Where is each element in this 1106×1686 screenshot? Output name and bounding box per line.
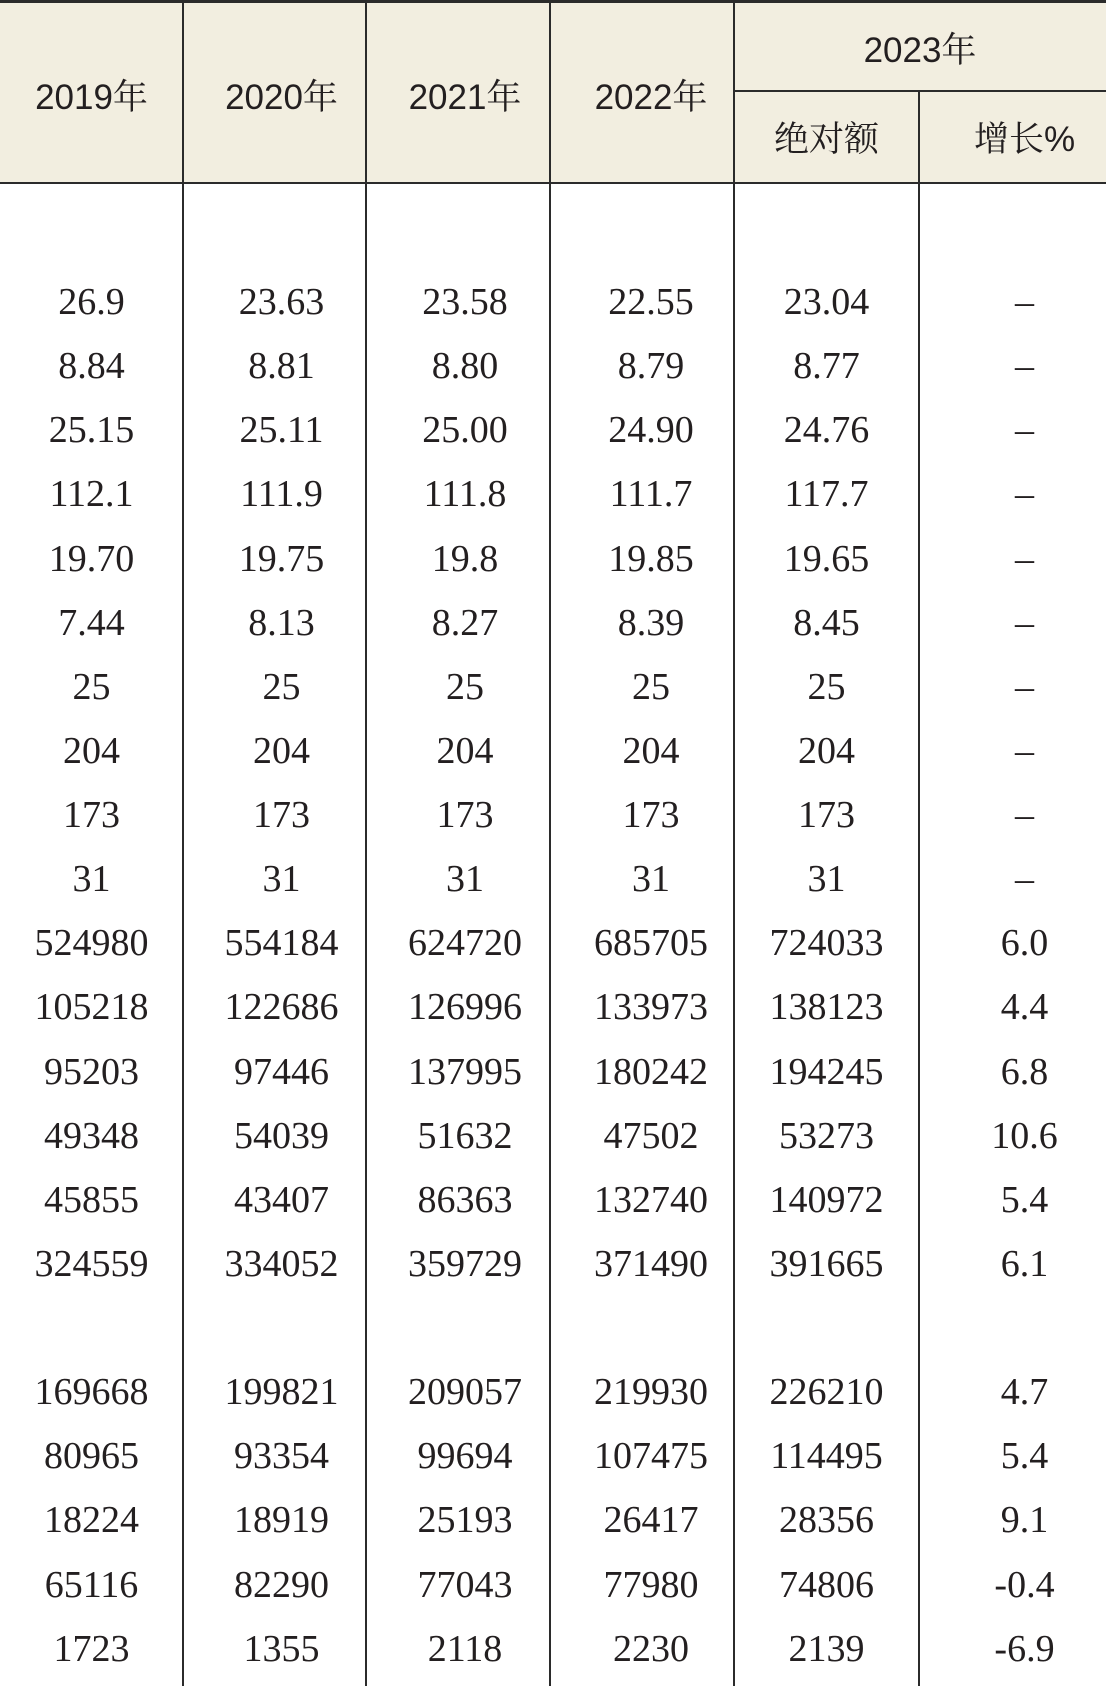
year-2022-cell: 371490	[594, 1242, 708, 1285]
table-row	[0, 462, 1106, 526]
year-2023-growth-cell: –	[1015, 858, 1034, 901]
year-2020-cell: 173	[253, 794, 310, 837]
year-2021-cell: 51632	[417, 1114, 513, 1157]
year-2019-cell: 7.44	[58, 601, 125, 644]
year-2023-absolute-cell: 2139	[788, 1627, 865, 1670]
year-2023-growth-cell: –	[1015, 794, 1034, 837]
year-2021-cell: 77043	[417, 1563, 513, 1606]
year-2019-cell: 25	[72, 665, 111, 708]
header-year-2023: 2023年	[863, 31, 977, 70]
year-2022-cell: 8.79	[617, 345, 685, 388]
year-2023-growth-cell: 5.4	[1000, 1435, 1049, 1478]
year-2021-cell: 8.27	[431, 601, 499, 644]
year-2023-growth-cell: 5.4	[1000, 1178, 1049, 1221]
year-2019-cell: 26.9	[58, 281, 125, 324]
table-row	[0, 847, 1106, 911]
year-2022-cell: 25	[632, 665, 670, 708]
year-2022-cell: 77980	[603, 1563, 699, 1606]
year-2022-cell: 31	[632, 858, 670, 901]
year-2023-growth-cell: 6.1	[1000, 1242, 1049, 1285]
year-2023-growth-cell: -6.9	[994, 1627, 1055, 1670]
year-2019-cell: 112.1	[49, 473, 134, 516]
table-row	[0, 1232, 1106, 1296]
year-2023-sub-rule	[734, 90, 1106, 92]
year-2020-cell: 1355	[243, 1627, 320, 1670]
year-2019-cell: 31	[72, 858, 111, 901]
year-2020-cell: 93354	[234, 1435, 329, 1478]
year-2020-cell: 8.81	[248, 345, 315, 388]
year-2023-absolute-cell: 173	[798, 794, 855, 837]
year-2021-cell: 204	[436, 729, 494, 772]
table-row	[0, 1488, 1106, 1552]
table-row	[0, 334, 1106, 398]
year-2022-cell: 133973	[594, 986, 708, 1029]
year-2020-cell: 54039	[234, 1114, 329, 1157]
year-2023-growth-cell: 4.7	[1000, 1371, 1049, 1414]
table-row	[0, 1424, 1106, 1488]
year-2022-cell: 8.39	[617, 601, 685, 644]
year-2021-cell: 137995	[408, 1050, 522, 1093]
table-row	[0, 1168, 1106, 1232]
year-2020-cell: 122686	[224, 986, 339, 1029]
table-body	[0, 270, 1106, 1681]
year-2019-cell: 8.84	[58, 345, 125, 388]
column-divider	[182, 0, 184, 1686]
year-2020-cell: 8.13	[248, 601, 315, 644]
year-2021-cell: 31	[446, 858, 484, 901]
year-2023-growth-cell: –	[1015, 409, 1034, 452]
header-year-2021: 2021年	[408, 78, 522, 117]
year-2019-cell: 65116	[44, 1563, 139, 1606]
year-2020-cell: 199821	[224, 1371, 339, 1414]
column-divider	[918, 91, 920, 1686]
year-2019-cell: 80965	[44, 1435, 139, 1478]
table-row	[0, 1617, 1106, 1681]
year-2022-cell: 111.7	[609, 473, 693, 516]
year-2023-absolute-cell: 724033	[769, 922, 884, 965]
header-year-2022: 2022年	[594, 78, 708, 117]
year-2023-absolute-cell: 117.7	[784, 473, 869, 516]
year-2023-absolute-cell: 19.65	[783, 537, 870, 580]
year-2022-cell: 2230	[613, 1627, 689, 1670]
year-2023-absolute-cell: 226210	[769, 1371, 884, 1414]
table-row	[0, 1104, 1106, 1168]
year-2023-growth-cell: –	[1015, 281, 1034, 324]
year-2022-cell: 219930	[594, 1371, 708, 1414]
year-2020-cell: 25	[262, 665, 301, 708]
table-row	[0, 783, 1106, 847]
year-2020-cell: 111.9	[240, 473, 323, 516]
year-2023-absolute-cell: 194245	[769, 1050, 884, 1093]
year-2023-growth-cell: 9.1	[1000, 1499, 1049, 1542]
year-2023-absolute-cell: 138123	[769, 986, 884, 1029]
year-2023-absolute-cell: 74806	[779, 1563, 874, 1606]
year-2022-cell: 107475	[594, 1435, 708, 1478]
year-2023-absolute-cell: 53273	[779, 1114, 874, 1157]
year-2020-cell: 334052	[224, 1242, 339, 1285]
spacer-row	[0, 1296, 1106, 1360]
year-2023-growth-cell: 6.8	[1000, 1050, 1049, 1093]
year-2021-cell: 99694	[417, 1435, 513, 1478]
year-2021-cell: 624720	[408, 922, 522, 965]
table-row	[0, 398, 1106, 462]
year-2023-growth-cell: 6.0	[1000, 922, 1049, 965]
year-2022-cell: 22.55	[608, 281, 694, 324]
year-2020-cell: 43407	[234, 1178, 329, 1221]
year-2021-cell: 111.8	[423, 473, 507, 516]
header-year-2019: 2019年	[35, 78, 148, 117]
year-2021-cell: 23.58	[422, 281, 508, 324]
year-2023-absolute-cell: 204	[798, 729, 855, 772]
table-row	[0, 1360, 1106, 1424]
table-row	[0, 527, 1106, 591]
table-row	[0, 655, 1106, 719]
year-2023-absolute-cell: 8.45	[793, 601, 860, 644]
year-2020-cell: 204	[253, 729, 310, 772]
year-2020-cell: 25.11	[239, 409, 324, 452]
year-2023-growth-cell: –	[1015, 473, 1034, 516]
table-row	[0, 591, 1106, 655]
year-2023-absolute-cell: 28356	[779, 1499, 874, 1542]
year-2020-cell: 31	[262, 858, 301, 901]
year-2022-cell: 24.90	[608, 409, 694, 452]
top-rule	[0, 0, 1106, 3]
year-2023-absolute-cell: 8.77	[793, 345, 860, 388]
year-2020-cell: 19.75	[238, 537, 325, 580]
year-2021-cell: 86363	[417, 1178, 513, 1221]
year-2020-cell: 18919	[234, 1499, 329, 1542]
year-2019-cell: 18224	[44, 1499, 139, 1542]
header-growth-percent: 增长%	[973, 120, 1076, 159]
year-2022-cell: 47502	[603, 1114, 699, 1157]
year-2022-cell: 19.85	[608, 537, 694, 580]
year-2023-growth-cell: –	[1015, 537, 1034, 580]
year-2019-cell: 204	[63, 729, 120, 772]
year-2019-cell: 45855	[44, 1178, 139, 1221]
header-bottom-rule	[0, 182, 1106, 184]
year-2021-cell: 25.00	[422, 409, 508, 452]
year-2023-growth-cell: -0.4	[994, 1563, 1055, 1606]
year-2021-cell: 25	[446, 665, 484, 708]
table-row	[0, 1553, 1106, 1617]
year-2021-cell: 19.8	[431, 537, 499, 580]
column-divider	[365, 0, 367, 1686]
year-2022-cell: 180242	[594, 1050, 708, 1093]
year-2019-cell: 19.70	[48, 537, 135, 580]
year-2019-cell: 173	[63, 794, 120, 837]
year-2023-absolute-cell: 391665	[769, 1242, 884, 1285]
year-2023-growth-cell: –	[1015, 601, 1034, 644]
table-row	[0, 1040, 1106, 1104]
year-2021-cell: 2118	[427, 1627, 503, 1670]
year-2022-cell: 26417	[603, 1499, 699, 1542]
year-2021-cell: 126996	[408, 986, 522, 1029]
year-2023-absolute-cell: 140972	[769, 1178, 884, 1221]
year-2023-growth-cell: –	[1015, 665, 1034, 708]
year-2019-cell: 105218	[34, 986, 149, 1029]
year-2022-cell: 204	[622, 729, 680, 772]
year-2022-cell: 173	[622, 794, 680, 837]
year-2021-cell: 25193	[417, 1499, 513, 1542]
column-divider	[733, 0, 735, 1686]
year-2020-cell: 82290	[234, 1563, 329, 1606]
year-2023-absolute-cell: 23.04	[783, 281, 870, 324]
year-2019-cell: 25.15	[48, 409, 135, 452]
column-divider	[549, 0, 551, 1686]
year-2020-cell: 23.63	[238, 281, 325, 324]
year-2020-cell: 97446	[234, 1050, 329, 1093]
year-2019-cell: 95203	[44, 1050, 139, 1093]
year-2019-cell: 524980	[34, 922, 149, 965]
header-absolute-amount: 绝对额	[773, 120, 879, 159]
year-2022-cell: 685705	[594, 922, 708, 965]
header-year-2020: 2020年	[225, 78, 338, 117]
year-2023-growth-cell: 10.6	[991, 1114, 1058, 1157]
year-2023-growth-cell: –	[1015, 345, 1034, 388]
year-2023-absolute-cell: 24.76	[783, 409, 870, 452]
table-row	[0, 911, 1106, 975]
year-2023-growth-cell: 4.4	[1000, 986, 1049, 1029]
year-2019-cell: 1723	[53, 1627, 130, 1670]
year-2023-absolute-cell: 114495	[770, 1435, 883, 1478]
year-2023-absolute-cell: 31	[807, 858, 846, 901]
year-2020-cell: 554184	[224, 922, 339, 965]
table-row	[0, 719, 1106, 783]
year-2021-cell: 173	[436, 794, 494, 837]
year-2021-cell: 359729	[408, 1242, 522, 1285]
year-2019-cell: 49348	[44, 1114, 139, 1157]
year-2023-absolute-cell: 25	[807, 665, 846, 708]
year-2021-cell: 8.80	[431, 345, 499, 388]
year-2021-cell: 209057	[408, 1371, 522, 1414]
year-2023-growth-cell: –	[1015, 729, 1034, 772]
year-2022-cell: 132740	[594, 1178, 708, 1221]
table-row	[0, 270, 1106, 334]
year-2019-cell: 324559	[34, 1242, 149, 1285]
table-row	[0, 975, 1106, 1039]
year-2019-cell: 169668	[34, 1371, 149, 1414]
